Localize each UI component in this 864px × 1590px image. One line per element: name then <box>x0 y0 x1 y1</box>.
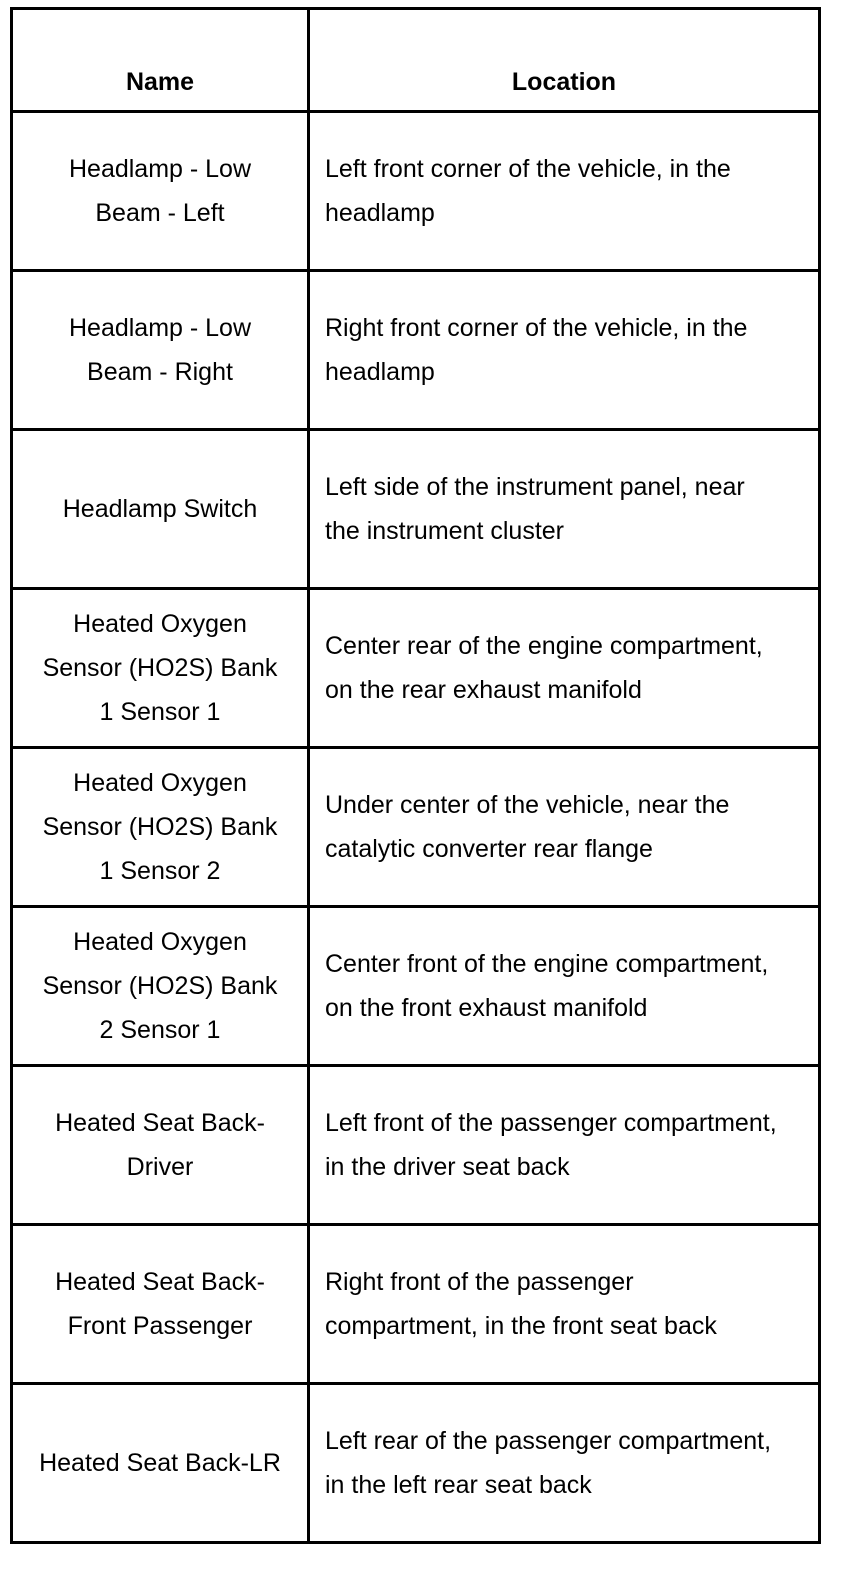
table-row <box>12 1066 820 1225</box>
location-column-header: Location <box>309 9 820 112</box>
table-row <box>12 112 820 271</box>
component-location-table <box>10 7 821 1544</box>
table-row <box>12 271 820 430</box>
table-row <box>12 589 820 748</box>
table-row <box>12 1225 820 1384</box>
component-name: Heated Oxygen Sensor (HO2S) Bank 1 Sensor 1 <box>12 589 309 748</box>
component-name: Heated Seat Back-Driver <box>12 1066 309 1225</box>
component-name: Headlamp - Low Beam - Left <box>12 112 309 271</box>
header-row <box>12 9 820 112</box>
component-location: Left front corner of the vehicle, in the headlamp <box>309 112 820 271</box>
component-location: Left side of the instrument panel, near the instrument cluster <box>309 430 820 589</box>
component-location: Left front of the passenger compartment, in the driver seat back <box>309 1066 820 1225</box>
table-row <box>12 1384 820 1543</box>
table-row <box>12 430 820 589</box>
component-name: Heated Oxygen Sensor (HO2S) Bank 2 Sensor 1 <box>12 907 309 1066</box>
component-name: Heated Seat Back-Front Passenger <box>12 1225 309 1384</box>
component-location: Left rear of the passenger compartment, in the left rear seat back <box>309 1384 820 1543</box>
component-location: Center rear of the engine compartment, on the rear exhaust manifold <box>309 589 820 748</box>
component-name: Headlamp Switch <box>12 430 309 589</box>
component-location: Center front of the engine compartment, on the front exhaust manifold <box>309 907 820 1066</box>
component-name: Heated Seat Back-LR <box>12 1384 309 1543</box>
name-column-header: Name <box>12 9 309 112</box>
component-location: Under center of the vehicle, near the catalytic converter rear flange <box>309 748 820 907</box>
component-location: Right front of the passenger compartment, in the front seat back <box>309 1225 820 1384</box>
component-location: Right front corner of the vehicle, in the headlamp <box>309 271 820 430</box>
table-row <box>12 907 820 1066</box>
table-row <box>12 748 820 907</box>
component-name: Headlamp - Low Beam - Right <box>12 271 309 430</box>
component-name: Heated Oxygen Sensor (HO2S) Bank 1 Sensor 2 <box>12 748 309 907</box>
